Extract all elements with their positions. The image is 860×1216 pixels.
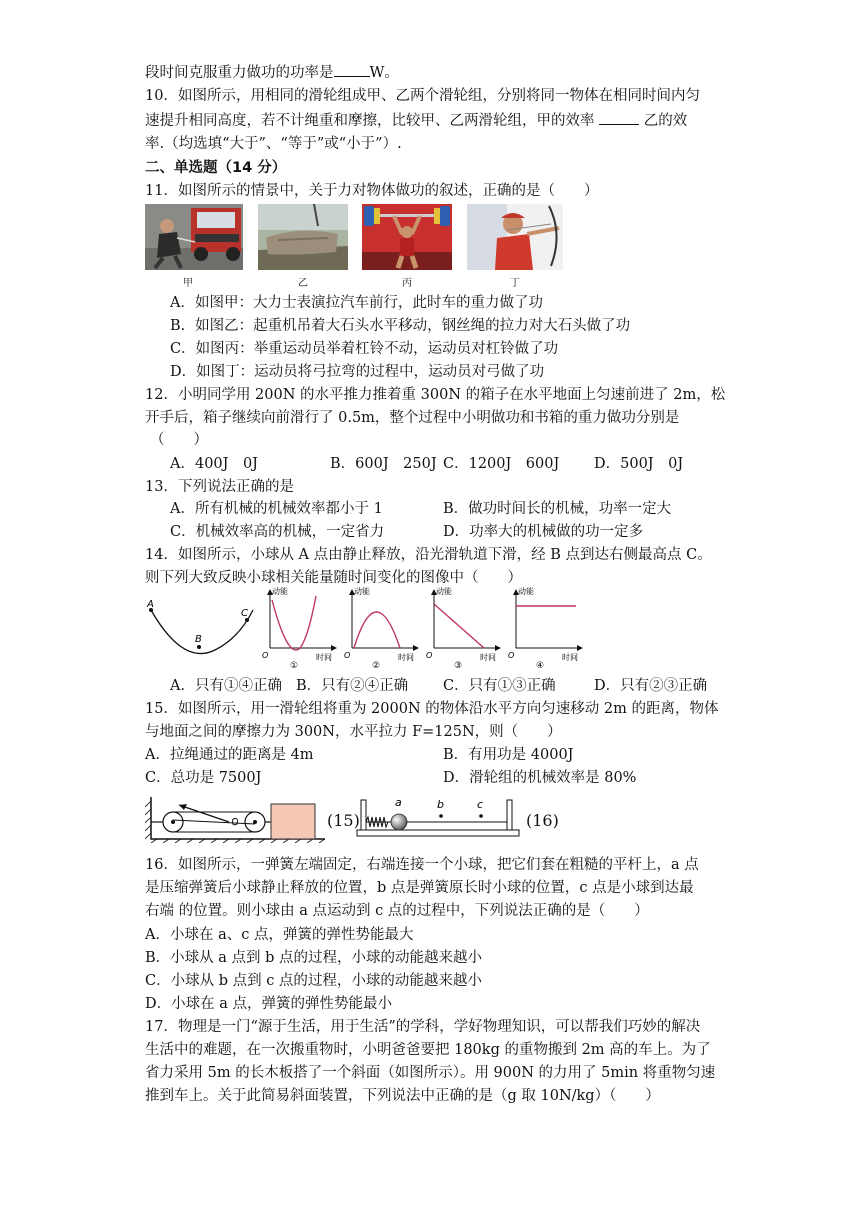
- q14-graphs: [260, 586, 590, 670]
- q10-line3: 率.（均选填“大于”、“等于”或“小于”）.: [145, 136, 402, 152]
- q17-line2: 生活中的难题，在一次搬重物时，小明爸爸要把 180kg 的重物搬到 2m 高的车上。为了: [145, 1042, 711, 1058]
- q16-option-d[interactable]: D．小球在 a 点，弹簧的弹性势能最小: [145, 996, 392, 1012]
- q16-line2: 是压缩弹簧后小球静止释放的位置，b 点是弹簧原长时小球的位置，c 点是小球到达最: [145, 880, 694, 896]
- q14-graph2-num: ②: [372, 661, 381, 670]
- q11-photo-jia: [145, 204, 243, 270]
- q16-spring-figure: [355, 796, 521, 838]
- q14-option-d[interactable]: D．只有②③正确: [594, 678, 708, 694]
- q14-graph-2: [344, 586, 419, 670]
- q11-caption-bing: 丙: [402, 278, 412, 289]
- q15-line1: 15．如图所示，用一滑轮组将重为 2000N 的物体沿水平方向匀速移动 2m 的距离，物体: [145, 701, 719, 717]
- q17-line4: 推到车上。关于此简易斜面装置，下列说法中正确的是（g 取 10N/kg）（ ）: [145, 1088, 660, 1104]
- q11-stem: 11．如图所示的情景中，关于力对物体做功的叙述，正确的是（ ）: [145, 183, 599, 199]
- q15-line2: 与地面之间的摩擦力为 300N，水平拉力 F=125N，则（ ）: [145, 724, 562, 740]
- q11-photo-ding: [467, 204, 563, 270]
- q11-caption-jia: 甲: [183, 278, 193, 289]
- q13-option-b[interactable]: B．做功时间长的机械，功率一定大: [443, 501, 672, 517]
- q14-graph4-num: ④: [536, 661, 545, 670]
- q17-line1: 17．物理是一门“源于生活，用于生活”的学科，学好物理知识，可以帮我们巧妙的解决: [145, 1019, 701, 1035]
- q13-stem: 13．下列说法正确的是: [145, 479, 294, 495]
- q14-graph3-num: ③: [454, 661, 463, 670]
- q11-caption-ding: 丁: [510, 278, 520, 289]
- q14-label-c: C: [241, 608, 248, 619]
- q12-option-a[interactable]: A．400J 0J: [170, 456, 258, 472]
- q11-photo-bing: [362, 204, 452, 270]
- q16-label-a: a: [395, 796, 402, 809]
- q16-label-b: b: [437, 798, 444, 811]
- q9-tail-text: 段时间克服重力做功的功率是: [145, 65, 334, 81]
- q14-graph3-xlabel: 时间: [480, 653, 496, 662]
- q14-track-figure: [143, 596, 263, 666]
- q15-option-a[interactable]: A．拉绳通过的距离是 4m: [145, 747, 314, 763]
- q16-line3: 右端 的位置。则小球由 a 点运动到 c 点的过程中，下列说法正确的是（ ）: [145, 903, 649, 919]
- q12-option-d[interactable]: D．500J 0J: [594, 456, 684, 472]
- q12-option-c[interactable]: C．1200J 600J: [443, 456, 560, 472]
- q14-graph2-origin: O: [344, 651, 351, 660]
- q13-option-d[interactable]: D．功率大的机械做的功一定多: [443, 524, 644, 540]
- q14-graph-3: [426, 586, 501, 670]
- q13-option-a[interactable]: A．所有机械的机械效率都小于 1: [170, 501, 383, 517]
- q14-graph4-origin: O: [508, 651, 515, 660]
- q16-option-a[interactable]: A．小球在 a、c 点，弹簧的弹性势能最大: [145, 927, 414, 943]
- section-title-single-choice: 二、单选题（14 分）: [145, 160, 287, 176]
- q12-line3: （ ）: [150, 432, 208, 448]
- q14-graph1-xlabel: 时间: [316, 653, 332, 662]
- q16-fig-label: (16): [526, 811, 559, 830]
- q14-option-a[interactable]: A．只有①④正确: [170, 678, 282, 694]
- q15-option-d[interactable]: D．滑轮组的机械效率是 80%: [443, 770, 637, 786]
- q11-caption-yi: 乙: [298, 278, 308, 289]
- q14-track-curve: [151, 610, 253, 654]
- q11-option-a[interactable]: A．如图甲：大力士表演拉汽车前行，此时车的重力做了功: [170, 295, 543, 311]
- q14-graph4-xlabel: 时间: [562, 653, 578, 662]
- q16-line1: 16．如图所示，一弹簧左端固定，右端连接一个小球，把它们套在粗糙的平杆上，a 点: [145, 857, 699, 873]
- q10-line2-part2: 乙的效: [643, 113, 688, 129]
- q14-graph3-ylabel: 动能: [436, 587, 452, 596]
- q11-photo-yi: [258, 204, 348, 270]
- q16-option-b[interactable]: B．小球从 a 点到 b 点的过程，小球的动能越来越小: [145, 950, 483, 966]
- q14-line1: 14．如图所示，小球从 A 点由静止释放，沿光滑轨道下滑，经 B 点到达右侧最高点 C。: [145, 547, 712, 563]
- q10-line2-part1: 速提升相同高度，若不计绳重和摩擦，比较甲、乙两滑轮组，甲的效率: [145, 113, 595, 129]
- q14-graph2-ylabel: 动能: [354, 587, 370, 596]
- q15-block: [271, 804, 315, 839]
- q14-graph1-ylabel: 动能: [272, 587, 288, 596]
- q11-option-c[interactable]: C．如图丙：举重运动员举着杠铃不动，运动员对杠铃做了功: [170, 341, 559, 357]
- q14-point-b: [197, 645, 201, 649]
- q10-line1: 10．如图所示，用相同的滑轮组成甲、乙两个滑轮组，分别将同一物体在相同时间内匀: [145, 88, 700, 104]
- q14-line2: 则下列大致反映小球相关能量随时间变化的图像中（ ）: [145, 570, 522, 586]
- q9-answer-blank[interactable]: [334, 62, 370, 77]
- q14-graph-1: [262, 586, 337, 670]
- q11-option-d[interactable]: D．如图丁：运动员将弓拉弯的过程中，运动员对弓做了功: [170, 364, 545, 380]
- q14-graph2-xlabel: 时间: [398, 653, 414, 662]
- q16-option-c[interactable]: C．小球从 b 点到 c 点的过程，小球的动能越来越小: [145, 973, 482, 989]
- q10-line2: [145, 110, 687, 131]
- q10-answer-blank[interactable]: [599, 110, 639, 125]
- q17-line3: 省力采用 5m 的长木板搭了一个斜面（如图所示）。用 900N 的力用了 5min 将重物匀速: [145, 1065, 716, 1081]
- q13-option-c[interactable]: C．机械效率高的机械，一定省力: [170, 524, 385, 540]
- q14-option-c[interactable]: C．只有①③正确: [443, 678, 556, 694]
- q9-unit: W。: [369, 65, 399, 81]
- q14-option-b[interactable]: B．只有②④正确: [296, 678, 409, 694]
- q12-line1: 12．小明同学用 200N 的水平推力推着重 300N 的箱子在水平地面上匀速前进了 2m，松: [145, 387, 726, 403]
- q14-label-a: A: [147, 599, 154, 610]
- q15-pulley-figure: [145, 793, 325, 843]
- q14-graph-4: [508, 586, 583, 670]
- q12-option-b[interactable]: B．600J 250J: [330, 456, 437, 472]
- q16-ball: [391, 814, 407, 830]
- q14-graph4-ylabel: 动能: [518, 587, 534, 596]
- q14-graph1-origin: O: [262, 651, 269, 660]
- q16-spring: [366, 817, 388, 827]
- q14-label-b: B: [195, 634, 202, 645]
- q15-option-c[interactable]: C．总功是 7500J: [145, 770, 262, 786]
- q9-tail-line: [145, 62, 399, 83]
- q12-line2: 开手后，箱子继续向前滑行了 0.5m，整个过程中小明做功和书箱的重力做功分别是: [145, 410, 680, 426]
- q15-option-b[interactable]: B．有用功是 4000J: [443, 747, 574, 763]
- q14-graph3-origin: O: [426, 651, 433, 660]
- q16-label-c: c: [477, 798, 484, 811]
- q11-option-b[interactable]: B．如图乙：起重机吊着大石头水平移动，钢丝绳的拉力对大石头做了功: [170, 318, 631, 334]
- q15-fig-label: (15): [327, 811, 360, 830]
- q14-graph1-num: ①: [290, 661, 299, 670]
